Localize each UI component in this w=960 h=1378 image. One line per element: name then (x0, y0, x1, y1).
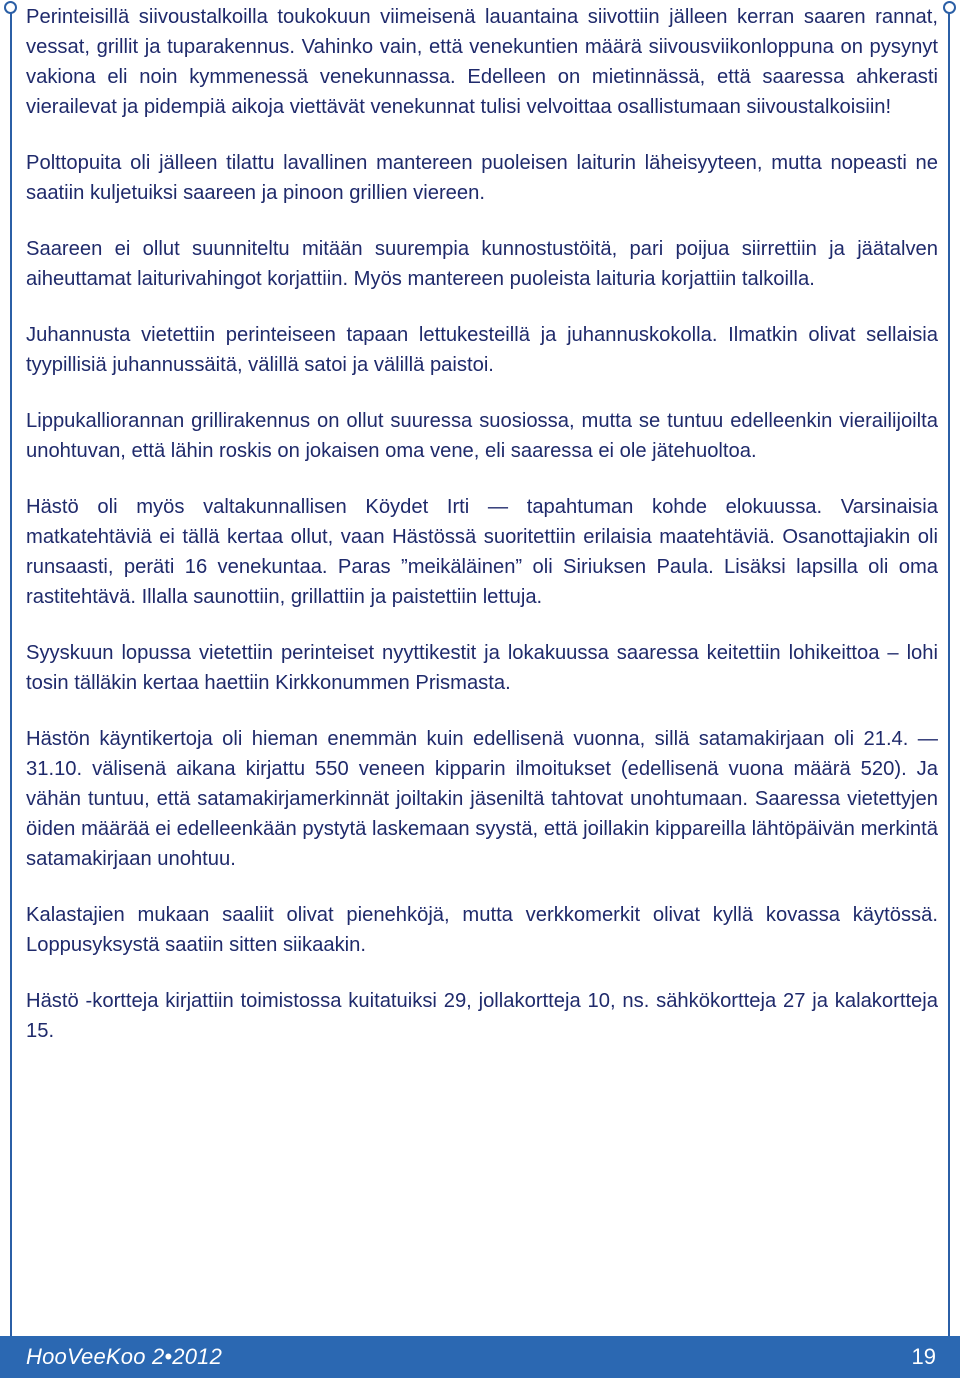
right-ring-ornament (943, 1, 956, 14)
paragraph-cleanup-talkoot: Perinteisillä siivoustalkoilla toukokuun viimeisenä lauantaina siivottiin jälleen kerran saaren rannat, vessat, grillit ja tuparakennus. Vahinko vain, että venekuntien määrä siivousviikonloppuna on pysynyt vakiona eli noin kymmenessä venekunnassa. Edelleen on mietinnässä, että saaressa ahkerasti vierailevat ja pidempiä aikoja viettävät venekunnat tulisi velvoittaa osallistumaan siivoustalkoisiin! (26, 6, 938, 118)
paragraph-midsummer: Juhannusta vietettiin perinteiseen tapaan lettukesteillä ja juhannuskokolla. Ilmatkin olivat sellaisia tyypillisiä juhannussäitä, välillä satoi ja välillä paistoi. (26, 324, 938, 376)
publication-title: HooVeeKoo 2•2012 (26, 1344, 223, 1369)
paragraph-firewood: Polttopuita oli jälleen tilattu lavallinen mantereen puoleisen laiturin läheisyyteen, mutta nopeasti ne saatiin kuljetuiksi saareen ja pinoon grillien viereen. (26, 152, 938, 204)
footer-bar (0, 1336, 960, 1378)
paragraph-repairs: Saareen ei ollut suunniteltu mitään suurempia kunnostustöitä, pari poijua siirrettiin ja jäätalven aiheuttamat laiturivahingot korjattiin. Myös mantereen puoleista laituria korjattiin talkoilla. (26, 238, 938, 290)
paragraph-grill-building: Lippukalliorannan grillirakennus on ollut suuressa suosiossa, mutta se tuntuu edelleenkin vierailijoilta unohtuvan, että lähin roskis on jokaisen oma vene, eli saaressa ei ole jätehuoltoa. (26, 410, 938, 462)
article-body (26, 2, 938, 1072)
paragraph-cards: Hästö -kortteja kirjattiin toimistossa kuitatuiksi 29, jollakortteja 10, ns. sähkökortteja 27 ja kalakortteja 15. (26, 990, 938, 1042)
left-ring-ornament (4, 1, 17, 14)
right-margin-rule (948, 10, 950, 1336)
left-margin-rule (10, 10, 12, 1336)
paragraph-fishing: Kalastajien mukaan saaliit olivat pienehköjä, mutta verkkomerkit olivat kyllä kovassa käytössä. Loppusyksystä saatiin sitten siikaakin. (26, 904, 938, 956)
paragraph-visit-counts: Hästön käyntikertoja oli hieman enemmän kuin edellisenä vuonna, sillä satamakirjaan oli 21.4. — 31.10. välisenä aikana kirjattu 550 veneen kipparin ilmoitukset (edellisenä vuona määrä 520). Ja vähän tuntuu, että satamakirjamerkinnät joiltakin jäseniltä tahtovat unohtumaan. Saaressa vietettyjen öiden määrää ei edelleenkään pystytä laskemaan syystä, että joillakin kippareilla lähtöpäivän merkintä satamakirjaan unohtuu. (26, 728, 938, 870)
page-number: 19 (911, 1344, 936, 1369)
paragraph-koydet-irti: Hästö oli myös valtakunnallisen Köydet Irti — tapahtuman kohde elokuussa. Varsinaisia matkatehtäviä ei tällä kertaa ollut, vaan Hästössä suoritettiin erilaisia maatehtäviä. Osanottajiakin oli runsaasti, peräti 16 venekuntaa. Paras ”meikäläinen” oli Siriuksen Paula. Lisäksi lapsilla oli oma rastitehtävä. Illalla saunottiin, grillattiin ja paistettiin lettuja. (26, 496, 938, 608)
paragraph-autumn-events: Syyskuun lopussa vietettiin perinteiset nyyttikestit ja lokakuussa saaressa keitettiin lohikeittoa – lohi tosin tälläkin kertaa haettiin Kirkkonummen Prismasta. (26, 642, 938, 694)
